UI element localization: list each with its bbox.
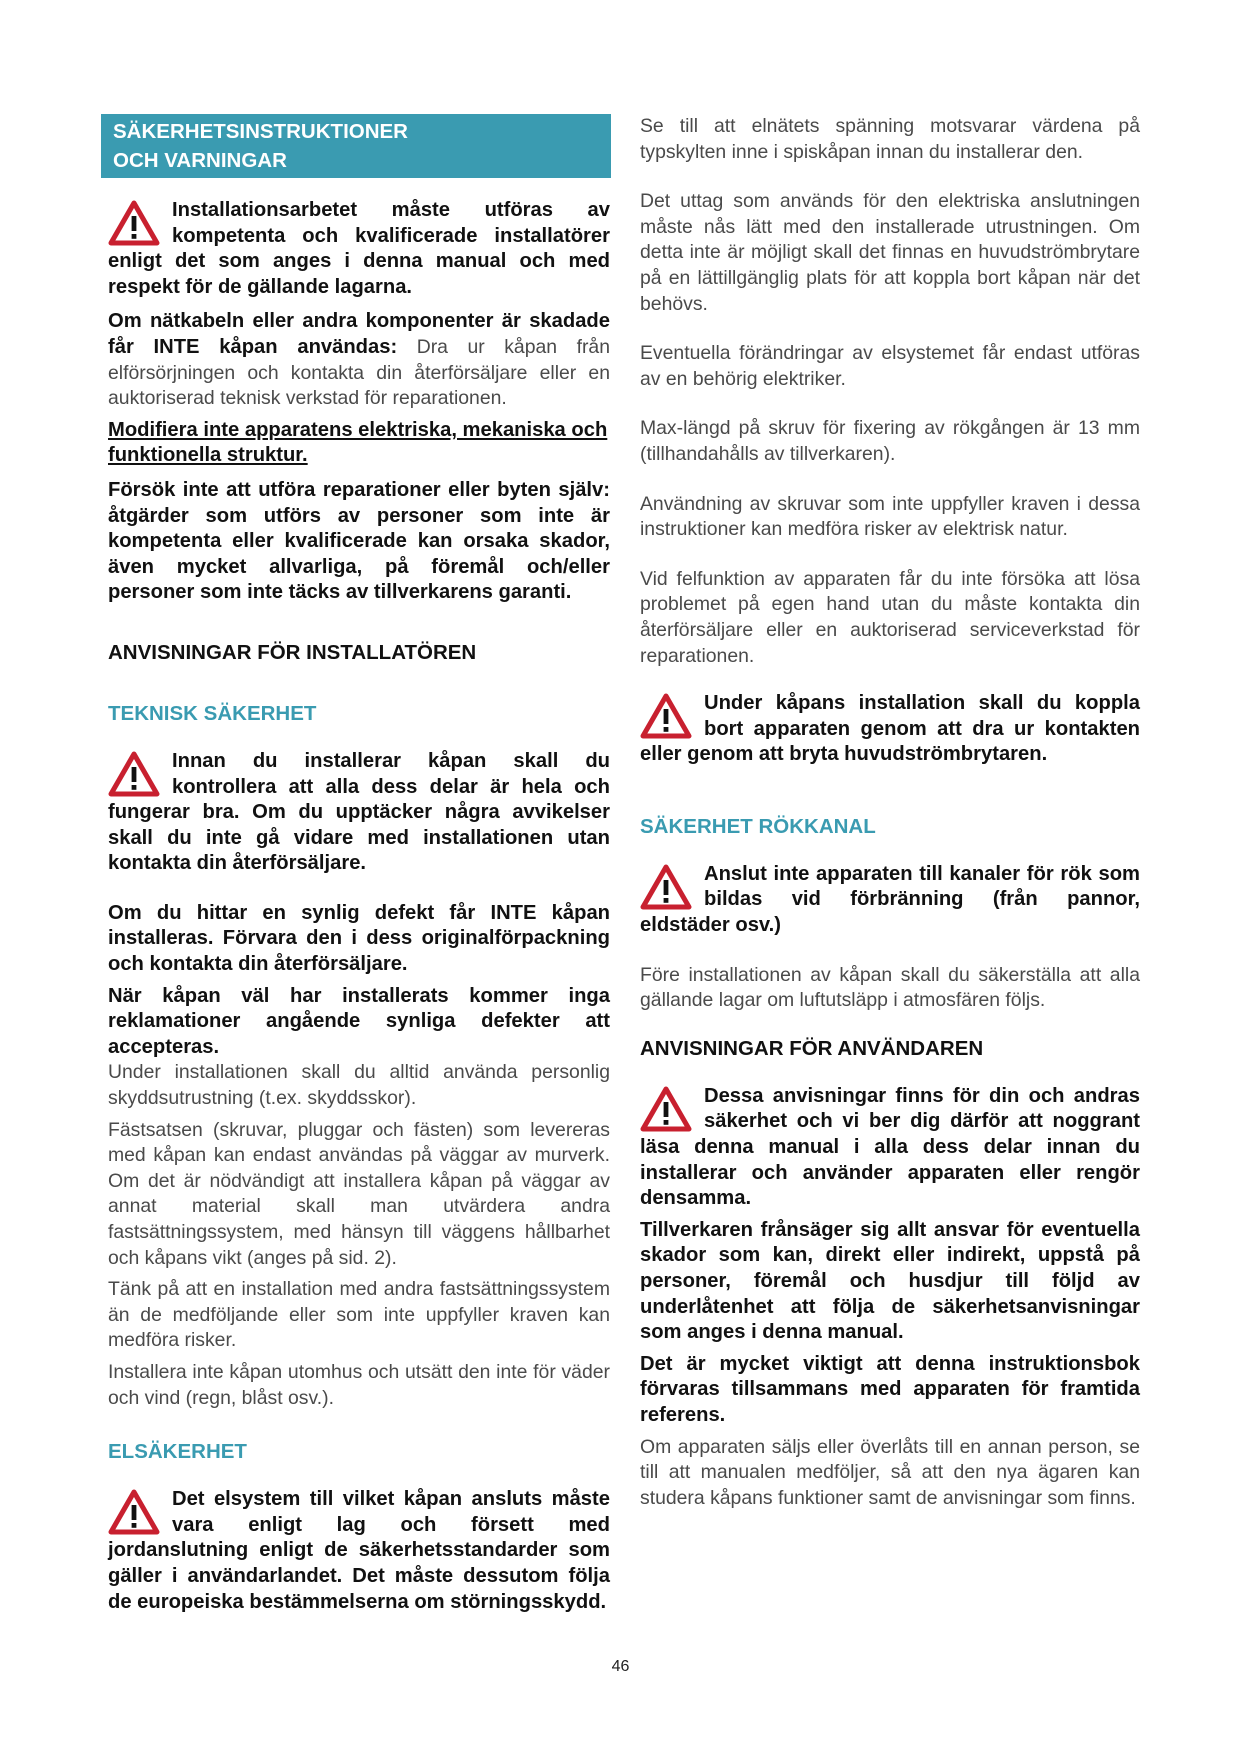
repairs-warning: Försök inte att utföra reparationer eller byten själv: åtgärder som utförs av personer som inte är kompetenta eller kvalificerade kan orsaka skador, även mycket allvarliga, på föremål och/eller personer som inte täcks av tillverkarens garanti.: [108, 478, 610, 604]
warning-triangle-icon: [640, 864, 692, 910]
damaged-bold-text: Om nätkabeln eller andra komponenter är skadade får INTE kåpan användas:: [108, 310, 610, 358]
protective-equipment-paragraph: Under installationen skall du alltid använda personlig skyddsutrustning (t.ex. skyddsskor).: [108, 1061, 610, 1110]
technical-safety-heading: TEKNISK SÄKERHET: [108, 701, 317, 725]
warning-triangle-icon: [640, 693, 692, 739]
keep-manual-paragraph: Det är mycket viktigt att denna instruktionsbok förvaras tillsammans med apparaten för framtida referens.: [640, 1352, 1140, 1426]
warning-text: Dessa anvisningar finns för din och andras säkerhet och vi ber dig därför att noggrant läsa denna manual i alla dess delar innan du installerar och använder apparaten eller rengör densamma.: [640, 1084, 1140, 1210]
banner-line-2: OCH VARNINGAR: [113, 149, 287, 172]
smoke-duct-heading: SÄKERHET RÖKKANAL: [640, 814, 876, 838]
claims-paragraph: När kåpan väl har installerats kommer inga reklamationer angående synliga defekter att accepteras.: [108, 984, 610, 1058]
outdoor-paragraph: Installera inte kåpan utomhus och utsätt den inte för väder och vind (regn, blåst osv.).: [108, 1360, 610, 1409]
user-heading: ANVISNINGAR FÖR ANVÄNDAREN: [640, 1036, 984, 1060]
sold-paragraph: Om apparaten säljs eller överlåts till en annan person, se till att manualen medföljer, så att den nya ägaren kan studera kåpans funktioner samt de anvisningar som finns.: [640, 1435, 1140, 1509]
warning-disconnect: [640, 691, 1140, 768]
damaged-cable-paragraph: [108, 309, 610, 411]
other-fixing-paragraph: Tänk på att en installation med andra fastsättningssystem än de medföljande eller som inte uppfyller kraven kan medföra risker.: [108, 1278, 610, 1352]
warning-text: Innan du installerar kåpan skall du kontrollera att alla dess delar är hela och fungerar bra. Om du upptäcker några avvikelser skall du inte gå vidare med installationen utan kontakta din återförsäljare.: [108, 749, 610, 875]
voltage-paragraph: Se till att elnätets spänning motsvarar värdena på typskylten inne i spiskåpan innan du installerar den.: [640, 115, 1140, 163]
screws-use-paragraph: Användning av skruvar som inte uppfyller kraven i dessa instruktioner kan medföra risker av elektrisk natur.: [640, 492, 1140, 541]
warning-earthing: [108, 1487, 610, 1615]
warning-read-manual: [640, 1084, 1140, 1212]
left-column: [108, 198, 610, 1615]
installer-heading: ANVISNINGAR FÖR INSTALLATÖREN: [108, 640, 477, 664]
air-laws-paragraph: Före installationen av kåpan skall du säkerställa att alla gällande lagar om luftutsläpp i atmosfären följs.: [640, 963, 1140, 1012]
modify-warning: Modifiera inte apparatens elektriska, mekaniska och funktionella struktur.: [108, 418, 608, 467]
changes-paragraph: Eventuella förändringar av elsystemet får endast utföras av en behörig elektriker.: [640, 342, 1140, 390]
malfunction-paragraph: Vid felfunktion av apparaten får du inte försöka att lösa problemet på egen hand utan du måste kontakta din återförsäljare eller en auktoriserad serviceverkstad för reparationen.: [640, 567, 1140, 667]
visible-defect-paragraph: Om du hittar en synlig defekt får INTE kåpan installeras. Förvara den i dess originalförpackning och kontakta din återförsäljare.: [108, 901, 610, 976]
warning-triangle-icon: [108, 1489, 160, 1535]
right-column: [640, 114, 1140, 1511]
outlet-paragraph: Det uttag som används för den elektriska anslutningen måste nås lätt med den installerade utrustningen. Om detta inte är möjligt skall det finnas en huvudströmbrytare på en lättillgänglig plats för att koppla bort kåpan när det behövs.: [640, 190, 1140, 315]
warning-text: Installationsarbetet måste utföras av kompetenta och kvalificerade installatörer enligt det som anges i denna manual och med respekt för de gällande lagarna.: [108, 199, 610, 298]
screw-length-paragraph: Max-längd på skruv för fixering av rökgången är 13 mm (tillhandahålls av tillverkaren).: [640, 417, 1140, 465]
electrical-safety-heading: ELSÄKERHET: [108, 1440, 247, 1464]
warning-text: Under kåpans installation skall du koppla bort apparaten genom att dra ur kontakten eller genom att bryta huvudströmbrytaren.: [640, 692, 1140, 766]
warning-triangle-icon: [108, 751, 160, 797]
warning-smoke-ducts: [640, 862, 1140, 939]
warning-installation-competence: [108, 198, 610, 300]
section-banner: [101, 114, 611, 178]
warning-text: Det elsystem till vilket kåpan ansluts måste vara enligt lag och försett med jordanslutning enligt de säkerhetsstandarder som gäller i användarlandet. Det måste dessutom följa de europeiska bestämmelserna om störningsskydd.: [108, 1488, 610, 1613]
page-number: 46: [611, 1658, 630, 1675]
warning-text: Anslut inte apparaten till kanaler för rök som bildas vid förbränning (från pannor, eldstäder osv.): [640, 862, 1140, 937]
banner-line-1: SÄKERHETSINSTRUKTIONER: [113, 120, 408, 143]
warning-check-parts: [108, 749, 610, 877]
damaged-regular-text: Dra ur kåpan från elförsörjningen och kontakta din återförsäljare eller en auktoriserad teknisk verkstad för reparationen.: [108, 335, 610, 410]
warning-triangle-icon: [640, 1086, 692, 1132]
liability-paragraph: Tillverkaren frånsäger sig allt ansvar för eventuella skador som kan, direkt eller indirekt, uppstå på personer, föremål och husdjur till följd av underlåtenhet att följa de säkerhetsanvisningar som anges i denna manual.: [640, 1218, 1140, 1344]
fixing-kit-paragraph: Fästsatsen (skruvar, pluggar och fästen) som levereras med kåpan kan endast användas på väggar av murverk. Om det är nödvändigt att installera kåpan på väggar av annat material skall man utvärdera andra fastsättningssystem, med hänsyn till väggens hållbarhet och kåpans vikt (anges på sid. 2).: [108, 1118, 610, 1269]
warning-triangle-icon: [108, 200, 160, 246]
